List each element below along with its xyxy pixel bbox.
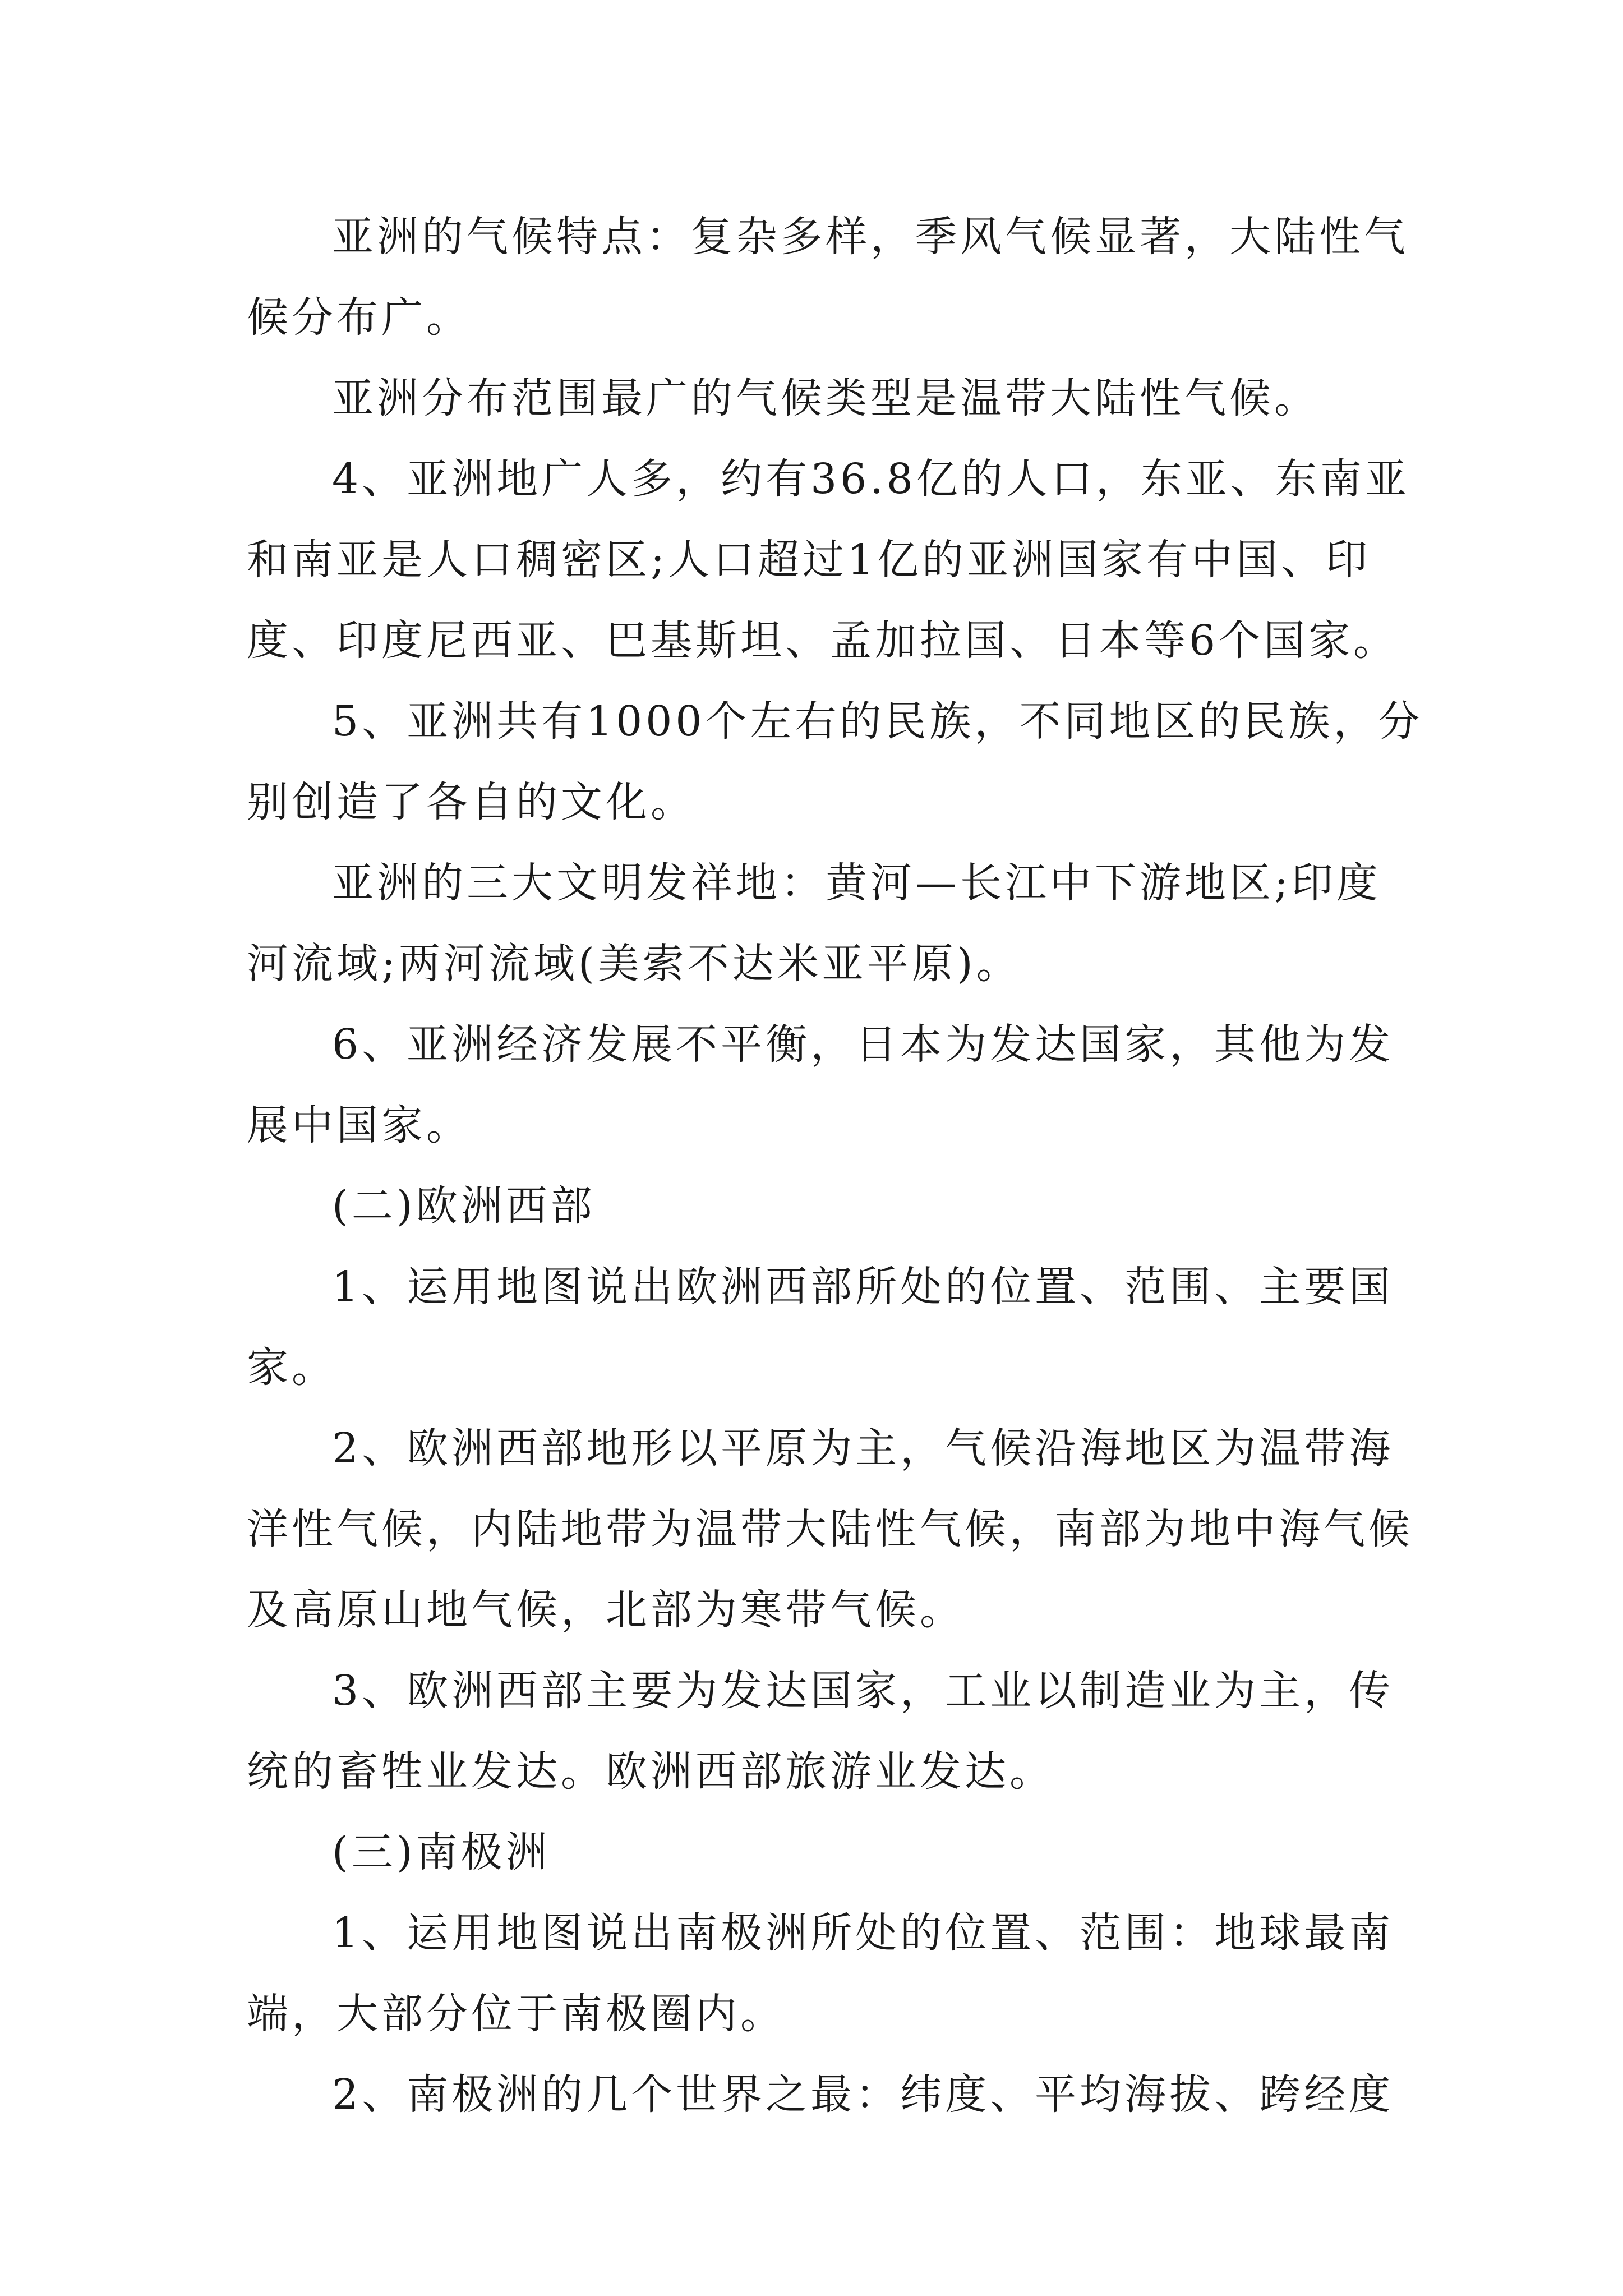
text-line: 展中国家。 bbox=[247, 1101, 471, 1149]
text-line: 亚洲分布范围最广的气候类型是温带大陆性气候。 bbox=[332, 374, 1319, 422]
text-line: 1、运用地图说出南极洲所处的位置、范围：地球最南 bbox=[332, 1909, 1394, 1957]
text-line: 河流域;两河流域(美索不达米亚平原)。 bbox=[247, 940, 1021, 988]
paragraph-europe-location bbox=[247, 1246, 1402, 1408]
text-line: 亚洲的气候特点：复杂多样，季风气候显著，大陆性气 bbox=[332, 213, 1409, 261]
paragraph-asia-ethnic-groups bbox=[247, 681, 1423, 843]
paragraph-asia-civilizations bbox=[247, 843, 1402, 1004]
paragraph-europe-economy bbox=[247, 1650, 1402, 1812]
text-line: 和南亚是人口稠密区;人口超过1亿的亚洲国家有中国、印 bbox=[247, 536, 1371, 584]
text-line: 统的畜牲业发达。欧洲西部旅游业发达。 bbox=[247, 1747, 1054, 1796]
paragraph-asia-population bbox=[247, 439, 1410, 681]
document-body bbox=[247, 196, 1423, 2135]
section-heading-western-europe: (二)欧洲西部 bbox=[332, 1182, 596, 1230]
paragraph-asia-climate bbox=[247, 196, 1409, 358]
paragraph-antarctica-location bbox=[247, 1893, 1402, 2054]
text-line: 1、运用地图说出欧洲西部所处的位置、范围、主要国 bbox=[332, 1263, 1394, 1311]
paragraph-europe-terrain-climate bbox=[247, 1408, 1413, 1650]
text-line: 端，大部分位于南极圈内。 bbox=[247, 1990, 785, 2038]
text-line: 家。 bbox=[247, 1343, 336, 1392]
text-line: 候分布广。 bbox=[247, 293, 471, 342]
text-line: 度、印度尼西亚、巴基斯坦、孟加拉国、日本等6个国家。 bbox=[247, 616, 1399, 665]
section-heading-antarctica: (三)南极洲 bbox=[332, 1828, 551, 1876]
text-line: 6、亚洲经济发展不平衡，日本为发达国家，其他为发 bbox=[332, 1020, 1394, 1069]
text-line: 2、欧洲西部地形以平原为主，气候沿海地区为温带海 bbox=[332, 1424, 1394, 1473]
text-line: 5、亚洲共有1000个左右的民族，不同地区的民族，分 bbox=[332, 697, 1423, 746]
text-line: 别创造了各自的文化。 bbox=[247, 778, 695, 826]
paragraph-antarctica-records bbox=[247, 2054, 1402, 2135]
text-line: 及高原山地气候，北部为寒带气候。 bbox=[247, 1586, 965, 1634]
text-line: 2、南极洲的几个世界之最：纬度、平均海拔、跨经度 bbox=[332, 2070, 1394, 2119]
text-line: 洋性气候，内陆地带为温带大陆性气候，南部为地中海气候 bbox=[247, 1505, 1413, 1553]
text-line: 亚洲的三大文明发祥地：黄河—长江中下游地区;印度 bbox=[332, 859, 1381, 907]
paragraph-asia-climate-type bbox=[247, 358, 1402, 439]
text-line: 4、亚洲地广人多，约有36.8亿的人口，东亚、东南亚 bbox=[332, 455, 1410, 503]
text-line: 3、欧洲西部主要为发达国家，工业以制造业为主，传 bbox=[332, 1667, 1394, 1715]
paragraph-asia-economy bbox=[247, 1004, 1402, 1166]
